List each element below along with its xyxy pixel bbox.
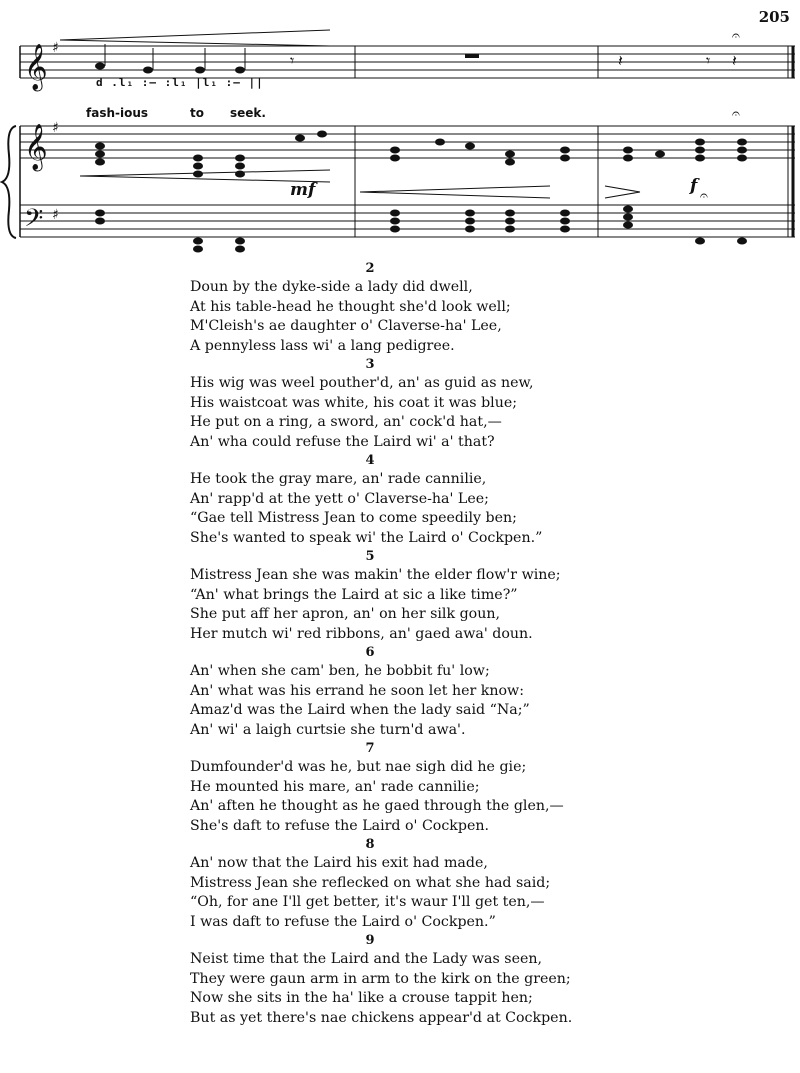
svg-text:𝄐: 𝄐	[732, 106, 740, 122]
verse-number: 8	[365, 837, 375, 852]
solfa-notation: d .l₁ :— :l₁ |l₁ :— ||	[96, 76, 264, 89]
verse	[190, 452, 790, 548]
treble-clef-icon: 𝄞	[24, 44, 48, 90]
verse	[190, 932, 790, 1028]
verse-line: He put on a ring, a sword, an' cock'd hat,—	[190, 414, 502, 430]
verse-line: “Gae tell Mistress Jean to come speedily ben;	[190, 510, 517, 526]
verse-line: Dumfounder'd was he, but nae sigh did he gie;	[190, 759, 527, 775]
svg-text:♯: ♯	[52, 207, 59, 223]
verse-line: Amaz'd was the Laird when the lady said “Na;”	[190, 702, 530, 718]
verse-line: Mistress Jean she reflecked on what she had said;	[190, 874, 551, 891]
verse	[190, 836, 790, 932]
verse-line: An' aften he thought as he gaed through the glen,—	[190, 798, 564, 814]
svg-text:♯: ♯	[52, 120, 59, 136]
music-score	[0, 0, 800, 260]
verse-line: Mistress Jean she was makin' the elder flow'r wine;	[190, 567, 561, 583]
verse-line: He took the gray mare, an' rade cannilie,	[190, 471, 487, 487]
svg-text:♯: ♯	[52, 40, 59, 56]
lyric-syllable: fash-ious	[86, 106, 149, 120]
verse-line: Doun by the dyke-side a lady did dwell,	[190, 279, 473, 295]
verse	[190, 356, 790, 452]
piano-bass-staff	[20, 205, 795, 237]
verse-line: An' wi' a laigh curtsie she turn'd awa'.	[190, 721, 466, 738]
lyric-syllable: to	[190, 106, 204, 120]
svg-text:𝄐: 𝄐	[700, 188, 708, 204]
verse-number: 5	[365, 549, 375, 564]
verse-line: She's wanted to speak wi' the Laird o' Cockpen.”	[190, 529, 543, 546]
verse-line: Her mutch wi' red ribbons, an' gaed awa' doun.	[190, 625, 533, 642]
svg-text:𝄾: 𝄾	[290, 51, 295, 70]
treble-clef-icon: 𝄞	[24, 124, 48, 170]
verse-number: 9	[365, 933, 375, 948]
verse-number: 3	[365, 357, 375, 372]
verse-line: I was daft to refuse the Laird o' Cockpen.”	[190, 913, 496, 930]
verse-number: 6	[365, 645, 375, 660]
verse-line: A pennyless lass wi' a lang pedigree.	[190, 337, 455, 354]
svg-text:𝄾: 𝄾	[706, 51, 711, 70]
bass-clef-icon: 𝄢	[24, 204, 44, 239]
verse-number: 4	[365, 453, 375, 468]
verse-line: She's daft to refuse the Laird o' Cockpen.	[190, 817, 490, 834]
svg-text:𝄐: 𝄐	[732, 28, 740, 44]
page-number: 205	[758, 8, 790, 26]
verse-line: His wig was weel pouther'd, an' as guid as new,	[190, 375, 534, 391]
voice-staff	[20, 46, 795, 78]
verse	[190, 644, 790, 740]
verse-line: An' when she cam' ben, he bobbit fu' low;	[190, 663, 490, 679]
verse-line: His waistcoat was white, his coat it was blue;	[190, 394, 518, 411]
verse-line: “Oh, for ane I'll get better, it's waur I'll get ten,—	[190, 894, 545, 910]
verse-line: Neist time that the Laird and the Lady was seen,	[190, 951, 543, 967]
verse-line: M'Cleish's ae daughter o' Claverse-ha' Lee,	[190, 318, 502, 334]
piano-treble-staff	[20, 126, 795, 158]
dynamic-forte: f	[690, 176, 698, 196]
verses	[190, 260, 790, 1028]
verse-line: He mounted his mare, an' rade cannilie;	[190, 778, 480, 795]
verse	[190, 740, 790, 836]
verse	[190, 260, 790, 356]
verse-line: But as yet there's nae chickens appear'd at Cockpen.	[190, 1009, 573, 1026]
verse-line: An' wha could refuse the Laird wi' a' that?	[190, 433, 495, 450]
verse-line: An' now that the Laird his exit had made,	[190, 855, 488, 871]
verse-line: Now she sits in the ha' like a crouse tappit hen;	[190, 990, 533, 1006]
verse-number: 2	[365, 261, 375, 276]
verse	[190, 548, 790, 644]
verse-line: At his table-head he thought she'd look well;	[190, 298, 511, 315]
dynamic-mezzo-forte: mf	[290, 180, 316, 200]
svg-text:𝄽: 𝄽	[732, 51, 737, 70]
lyric-syllable: seek.	[230, 106, 266, 120]
verse-line: An' rapp'd at the yett o' Claverse-ha' Lee;	[190, 490, 489, 507]
verse-line: She put aff her apron, an' on her silk goun,	[190, 606, 500, 622]
verse-number: 7	[365, 741, 375, 756]
verse-line: “An' what brings the Laird at sic a like time?”	[190, 586, 518, 603]
verse-line: They were gaun arm in arm to the kirk on the green;	[190, 970, 571, 987]
verse-line: An' what was his errand he soon let her know:	[190, 682, 524, 699]
svg-text:𝄽: 𝄽	[618, 51, 623, 70]
